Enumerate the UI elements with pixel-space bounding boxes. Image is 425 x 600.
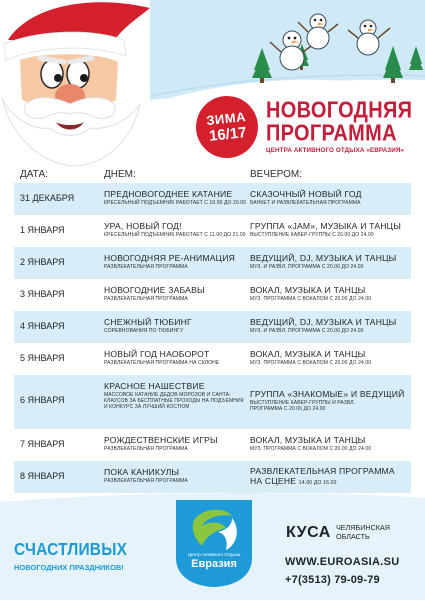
day-event (104, 285, 252, 302)
evening-event (250, 221, 410, 238)
evening-event (250, 317, 410, 334)
phone-number[interactable]: +7(3513) 79-09-79 (285, 574, 380, 586)
column-header-date: ДАТА: (20, 169, 48, 180)
schedule-row (14, 183, 411, 215)
title-line1: НОВОГОДНЯЯ (266, 97, 413, 124)
evening-event-title: ГРУППА «ЗНАКОМЫЕ» И ВЕДУЩИЙ (250, 389, 405, 399)
day-event (104, 253, 252, 270)
title-subtitle: ЦЕНТРА АКТИВНОГО ОТДЫХА «ЕВРАЗИЯ» (266, 147, 405, 154)
row-date: 31 ДЕКАБРЯ (20, 193, 75, 203)
schedule-row (14, 311, 411, 343)
slogan-line2: НОВОГОДНИХ ПРАЗДНИКОВ! (14, 562, 124, 572)
day-event-note: КРЕСЕЛЬНЫЙ ПОДЪЕМНИК РАБОТАЕТ С 11.00 ДО 21.00 (104, 232, 246, 238)
evening-event-note: ВЫСТУПЛЕНИЕ КАВЕР-ГРУППЫ И РАЗВЛ. ПРОГРАММА С 20.00 ДО 24.00 (250, 400, 356, 413)
schedule-row (14, 215, 411, 247)
evening-event-note: МУЗ. ПРОГРАММА С ВОКАЛОМ С 20.00 ДО 24.00 (250, 296, 372, 302)
day-event-title: УРА, НОВЫЙ ГОД! (104, 221, 182, 231)
day-event-note: РАЗВЛЕКАТЕЛЬНАЯ ПРОГРАММА (104, 296, 188, 302)
day-event-note: РАЗВЛЕКАТЕЛЬНАЯ ПРОГРАММА (104, 446, 188, 452)
eurasia-logo-icon (172, 498, 256, 588)
evening-event-note: БАНКЕТ И РАЗВЛЕКАТЕЛЬНАЯ ПРОГРАММА (250, 200, 361, 206)
day-event (104, 189, 252, 206)
evening-event (250, 435, 410, 452)
day-event-note: РАЗВЛЕКАТЕЛЬНАЯ ПРОГРАММА НА СКЛОНЕ (104, 360, 220, 366)
day-event-note: МАССОВОЕ КАТАНИЕ ДЕДОВ МОРОЗОВ И САНТА-КЛАУСОВ ЗА БЕСПЛАТНЫЕ ПРОХОДЫ НА ПОДЪЕМНИК И КОНКУРС ЗА ЛУЧШИЙ КОСТЮМ (104, 392, 244, 411)
location-town: КУСА (286, 524, 331, 541)
evening-event-title: ВОКАЛ, МУЗЫКА И ТАНЦЫ (250, 435, 366, 445)
evening-event (250, 389, 410, 412)
evening-event (250, 189, 410, 206)
evening-event (250, 253, 410, 270)
day-event-note: РАЗВЛЕКАТЕЛЬНАЯ ПРОГРАММА (104, 478, 188, 484)
evening-event-title: ВОКАЛ, МУЗЫКА И ТАНЦЫ (250, 285, 366, 295)
greeting-slogan (14, 541, 162, 571)
schedule-row (14, 343, 411, 375)
evening-event-title: СКАЗОЧНЫЙ НОВЫЙ ГОД (250, 189, 362, 199)
evening-event-title: РАЗВЛЕКАТЕЛЬНАЯ ПРОГРАММА (250, 466, 395, 476)
evening-event-note: МУЗ. И РАЗВЛ. ПРОГРАММА С 20.00 ДО 24.00 (250, 264, 364, 270)
day-event (104, 349, 252, 366)
day-event-title: КРАСНОЕ НАШЕСТВИЕ (104, 381, 205, 391)
row-date: 6 ЯНВАРЯ (20, 395, 65, 405)
slogan-line1: СЧАСТЛИВЫХ (14, 539, 128, 560)
evening-event-title: ВОКАЛ, МУЗЫКА И ТАНЦЫ (250, 349, 366, 359)
evening-event-note: МУЗ. И РАЗВЛ. ПРОГРАММА С 20.00 ДО 24.00 (250, 328, 364, 334)
logo-caption: Центр Активного Отдыха (187, 552, 241, 557)
schedule-row (14, 429, 411, 461)
column-header-evening: ВЕЧЕРОМ: (250, 169, 303, 180)
schedule-row (14, 247, 411, 279)
schedule-header (14, 164, 411, 182)
day-event-title: РОЖДЕСТВЕНСКИЕ ИГРЫ (104, 435, 218, 445)
day-event (104, 467, 252, 484)
day-event-note: СОРЕВНОВАНИЯ ПО ТЮБИНГУ (104, 328, 184, 334)
row-date: 1 ЯНВАРЯ (20, 225, 65, 235)
schedule-table (14, 183, 411, 493)
evening-event-note: МУЗ. ПРОГРАММА С ВОКАЛОМ С 20.00 ДО 24.00 (250, 360, 372, 366)
title-line2: ПРОГРАММА (266, 120, 397, 147)
row-date: 8 ЯНВАРЯ (20, 471, 65, 481)
evening-event-time: 14.00 ДО 16.00 (298, 480, 337, 486)
row-date: 7 ЯНВАРЯ (20, 439, 65, 449)
logo-name: Евразия (191, 558, 237, 570)
evening-event-title: ГРУППА «JAM», МУЗЫКА И ТАНЦЫ (250, 221, 402, 231)
page-title (266, 99, 422, 154)
evening-event (250, 349, 410, 366)
row-date: 3 ЯНВАРЯ (20, 289, 65, 299)
day-event (104, 317, 252, 334)
row-date: 2 ЯНВАРЯ (20, 257, 65, 267)
schedule-row (14, 279, 411, 311)
evening-event-stage: НА СЦЕНЕ (250, 476, 297, 486)
day-event-title: СНЕЖНЫЙ ТЮБИНГ (104, 317, 192, 327)
day-event-note: РАЗВЛЕКАТЕЛЬНАЯ ПРОГРАММА (104, 264, 188, 270)
location-region: ЧЕЛЯБИНСКАЯ ОБЛАСТЬ (336, 523, 390, 541)
evening-event-note: ВЫСТУПЛЕНИЕ КАВЕР-ГРУППЫ С 20.00 ДО 24.00 (250, 232, 374, 238)
column-header-day: ДНЕМ: (104, 169, 136, 180)
schedule-row (14, 375, 411, 429)
day-event (104, 221, 252, 238)
evening-event-title: ВЕДУЩИЙ, DJ, МУЗЫКА И ТАНЦЫ (250, 253, 397, 263)
row-date: 4 ЯНВАРЯ (20, 321, 65, 331)
season-label: ЗИМА (205, 109, 247, 129)
day-event-note: КРЕСЕЛЬНЫЙ ПОДЪЕМНИК РАБОТАЕТ С 10.00 ДО 20.00 (104, 200, 246, 206)
day-event-title: НОВОГОДНИЕ ЗАБАВЫ (104, 285, 205, 295)
season-years: 16/17 (208, 124, 248, 145)
day-event-title: НОВОГОДНЯЯ РЕ-АНИМАЦИЯ (104, 253, 235, 263)
day-event-title: ПОКА КАНИКУЛЫ (104, 467, 180, 477)
day-event (104, 435, 252, 452)
evening-event (250, 466, 410, 488)
day-event (104, 381, 252, 411)
evening-event-title: ВЕДУЩИЙ, DJ, МУЗЫКА И ТАНЦЫ (250, 317, 397, 327)
day-event-title: НОВЫЙ ГОД НАОБОРОТ (104, 349, 210, 359)
evening-event-title-line2 (250, 476, 410, 488)
evening-event-note: МУЗ. ПРОГРАММА С ВОКАЛОМ С 20.00 ДО 24.00 (250, 446, 372, 452)
row-date: 5 ЯНВАРЯ (20, 353, 65, 363)
website-link[interactable]: WWW.EUROASIA.SU (285, 556, 400, 568)
day-event-title: ПРЕДНОВОГОДНЕЕ КАТАНИЕ (104, 189, 233, 199)
evening-event (250, 285, 410, 302)
